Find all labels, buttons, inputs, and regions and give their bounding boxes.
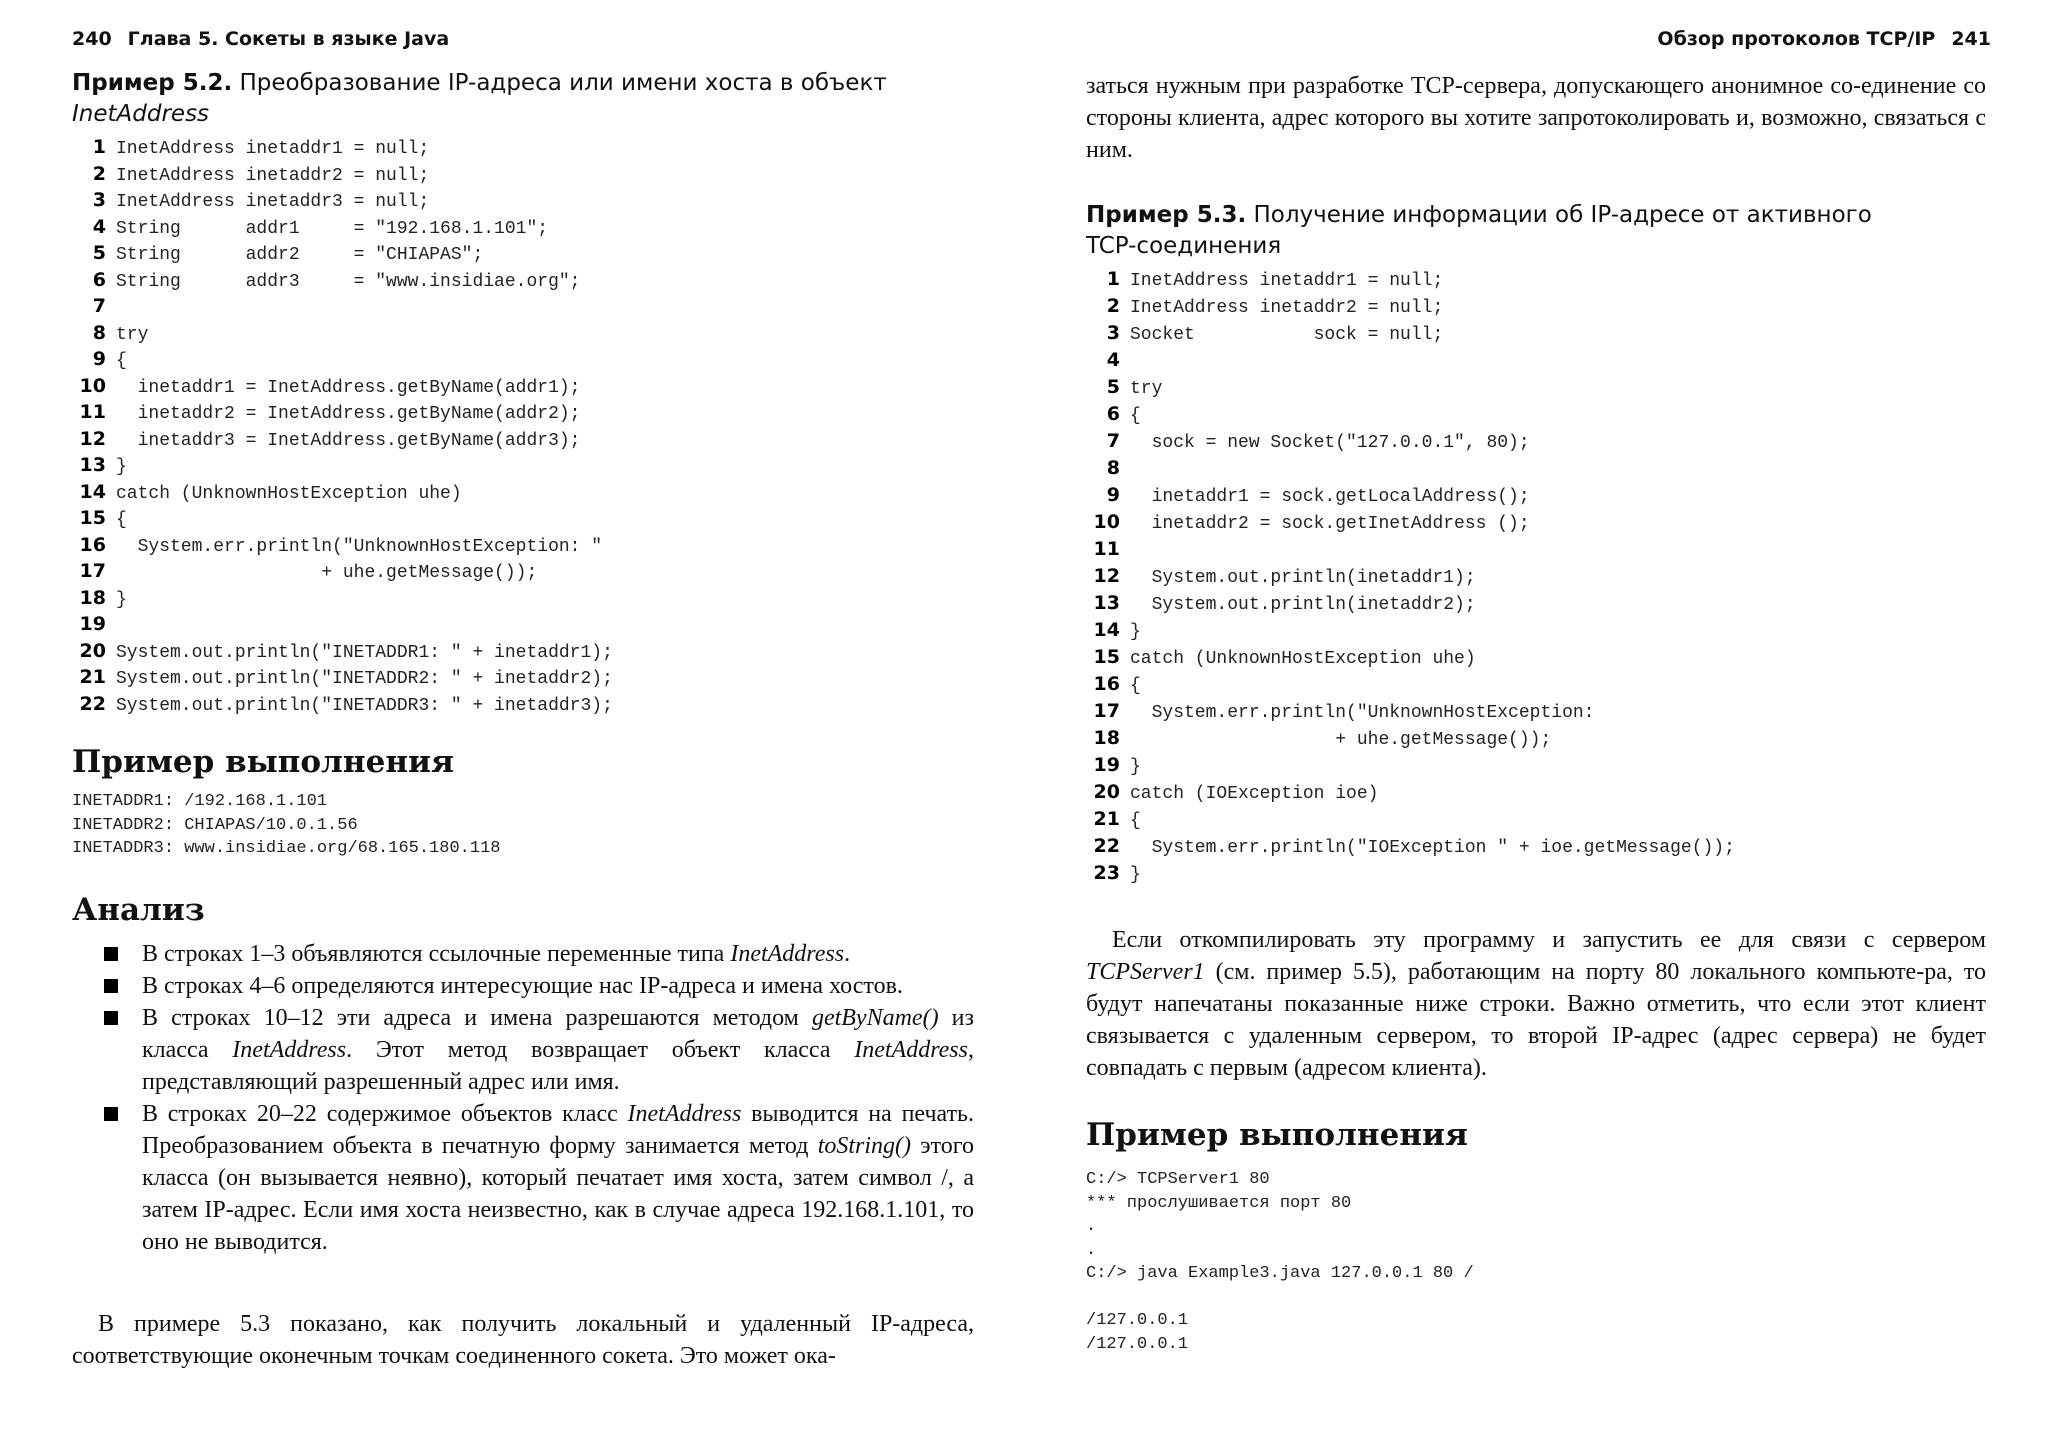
line-number: 17 xyxy=(1093,700,1120,722)
code-text: catch (UnknownHostException uhe) xyxy=(1130,649,1476,669)
code-line xyxy=(72,613,116,636)
code-line xyxy=(1086,808,1141,831)
line-number: 9 xyxy=(92,348,106,370)
code-line xyxy=(1086,565,1476,588)
code-line xyxy=(1086,403,1141,426)
line-number: 3 xyxy=(1106,322,1120,344)
output-line: /127.0.0.1 xyxy=(1086,1334,1189,1354)
line-number: 23 xyxy=(1093,862,1120,884)
section-heading-run: Пример выполнения xyxy=(1086,1117,1468,1153)
line-number: 21 xyxy=(1093,808,1120,830)
code-line xyxy=(1086,295,1443,318)
code-line xyxy=(72,216,548,239)
analysis-list xyxy=(72,938,974,1258)
line-number: 16 xyxy=(79,533,106,556)
example-title-tail: TCP-соединения xyxy=(1086,233,1282,259)
bullet-square-icon xyxy=(104,1107,118,1121)
line-number: 12 xyxy=(1093,565,1120,587)
code-text: sock = new Socket("127.0.0.1", 80); xyxy=(1130,433,1530,453)
code-line xyxy=(72,507,127,530)
code-text: catch (UnknownHostException uhe) xyxy=(116,483,462,504)
bullet-square-icon xyxy=(104,979,118,993)
line-number: 8 xyxy=(1106,457,1120,479)
example-caption xyxy=(1086,200,1966,262)
code-text: System.err.println("UnknownHostException: " xyxy=(116,536,603,557)
code-text: try xyxy=(116,324,149,345)
code-line xyxy=(72,587,127,610)
line-number: 14 xyxy=(79,480,106,503)
left-page xyxy=(72,0,977,1447)
line-number: 17 xyxy=(79,560,106,582)
running-head-right xyxy=(1657,28,1991,50)
code-text: } xyxy=(116,457,127,477)
output-line: C:/> TCPServer1 80 xyxy=(1086,1170,1270,1189)
code-line xyxy=(1086,862,1141,885)
code-text: String addr1 = "192.168.1.101"; xyxy=(116,218,549,239)
page-number: 241 xyxy=(1951,28,1991,50)
output-line: *** прослушивается порт 80 xyxy=(1086,1193,1352,1213)
code-line xyxy=(1086,538,1130,561)
line-number: 12 xyxy=(79,427,106,450)
code-text: InetAddress inetaddr2 = null; xyxy=(1130,298,1444,318)
code-line xyxy=(72,189,429,212)
line-number: 6 xyxy=(1106,403,1120,425)
line-number: 7 xyxy=(1106,430,1120,452)
code-text: inetaddr2 = InetAddress.getByName(addr2); xyxy=(116,404,581,424)
code-line xyxy=(1086,349,1130,372)
line-number: 13 xyxy=(79,454,106,476)
code-text: System.out.println("INETADDR1: " + inetaddr1); xyxy=(116,642,613,663)
example-label: Пример 5.2. xyxy=(72,70,233,96)
code-line xyxy=(1086,592,1476,615)
code-line xyxy=(72,348,127,371)
code-text: + uhe.getMessage()); xyxy=(1130,730,1552,750)
list-item: В строках 4–6 определяются интересующие нас IP-адреса и имена хостов. xyxy=(72,970,974,1002)
run-output xyxy=(1086,1170,1966,1360)
line-number: 1 xyxy=(92,136,106,158)
code-text: { xyxy=(1130,406,1141,426)
line-number: 18 xyxy=(79,586,106,609)
output-line: /127.0.0.1 xyxy=(1086,1311,1189,1330)
code-line xyxy=(72,640,613,663)
code-text: InetAddress inetaddr2 = null; xyxy=(116,165,430,186)
line-number: 22 xyxy=(79,692,106,715)
section-title: Обзор протоколов TCP/IP xyxy=(1657,28,1936,50)
code-text: Socket sock = null; xyxy=(1130,325,1444,345)
line-number: 5 xyxy=(1106,376,1120,398)
code-text: String addr3 = "www.insidiae.org"; xyxy=(116,271,581,292)
line-number: 13 xyxy=(1093,592,1120,614)
code-line xyxy=(1086,619,1141,642)
closing-paragraph: В примере 5.3 показано, как получить локальный и удаленный IP-адреса, соответствующие оконечным точкам соединенного сокета. Это может ока- xyxy=(72,1311,974,1369)
line-number: 10 xyxy=(79,374,106,397)
code-line xyxy=(72,534,602,557)
code-text: System.err.println("UnknownHostException: xyxy=(1130,703,1595,723)
run-output xyxy=(72,792,952,862)
code-text: String addr2 = "CHIAPAS"; xyxy=(116,245,484,265)
code-text: InetAddress inetaddr1 = null; xyxy=(1130,271,1444,291)
page-number: 240 xyxy=(72,28,112,50)
line-number: 2 xyxy=(92,162,106,185)
code-line xyxy=(1086,700,1594,723)
list-item: В строках 10–12 эти адреса и имена разрешаются методом getByName() из класса InetAddress. Этот метод возвращает объект класса InetAddress, представляющий разрешенный адрес или имя. xyxy=(72,1002,974,1098)
list-item: В строках 20–22 содержимое объектов класс InetAddress выводится на печать. Преобразованием объекта в печатную форму занимается метод toString() этого класса (он вызывается неявно), который печатает имя хоста, затем символ /, а затем IP-адрес. Если имя хоста неизвестно, как в случае адреса 192.168.1.101, то оно не выводится. xyxy=(72,1098,974,1258)
code-text: System.out.println(inetaddr2); xyxy=(1130,595,1476,615)
code-line xyxy=(72,401,580,424)
code-text: } xyxy=(1130,757,1141,777)
code-line xyxy=(1086,430,1530,453)
line-number: 5 xyxy=(92,242,106,264)
line-number: 19 xyxy=(79,613,106,635)
line-number: 6 xyxy=(92,268,106,291)
code-listing xyxy=(72,136,952,716)
line-number: 10 xyxy=(1093,511,1120,533)
line-number: 14 xyxy=(1093,619,1120,641)
code-line xyxy=(72,666,613,689)
code-text: try xyxy=(1130,379,1163,399)
output-line: INETADDR2: CHIAPAS/10.0.1.56 xyxy=(72,815,358,835)
code-text: { xyxy=(116,351,127,371)
code-text: System.err.println("IOException " + ioe.getMessage()); xyxy=(1130,838,1735,858)
running-head-left xyxy=(72,28,449,50)
code-text: inetaddr1 = sock.getLocalAddress(); xyxy=(1130,487,1530,507)
section-heading-analysis: Анализ xyxy=(72,892,205,928)
code-line xyxy=(72,560,537,583)
code-line xyxy=(1086,322,1443,345)
line-number: 11 xyxy=(79,401,106,423)
line-number: 9 xyxy=(1106,484,1120,506)
section-heading-run: Пример выполнения xyxy=(72,744,454,780)
line-number: 19 xyxy=(1093,754,1120,776)
code-text: System.out.println("INETADDR2: " + inetaddr2); xyxy=(116,669,613,689)
code-line xyxy=(1086,781,1378,804)
code-line xyxy=(72,163,429,186)
code-line xyxy=(72,136,429,159)
code-text: { xyxy=(116,510,127,530)
code-line xyxy=(72,242,483,265)
example-title-class: InetAddress xyxy=(72,101,210,127)
output-line: . xyxy=(1086,1217,1097,1236)
code-line xyxy=(72,454,127,477)
code-line xyxy=(1086,484,1530,507)
code-text: System.out.println("INETADDR3: " + inetaddr3); xyxy=(116,695,613,716)
line-number: 11 xyxy=(1093,538,1120,560)
code-text: InetAddress inetaddr3 = null; xyxy=(116,192,430,212)
code-line xyxy=(72,481,462,504)
line-number: 1 xyxy=(1106,268,1120,290)
code-text: { xyxy=(1130,676,1141,696)
code-line xyxy=(1086,835,1735,858)
code-line xyxy=(1086,457,1130,480)
example-title: Получение информации об IP-адресе от активного xyxy=(1246,202,1872,228)
output-line: INETADDR1: /192.168.1.101 xyxy=(72,792,328,811)
code-text: } xyxy=(1130,622,1141,642)
output-line: C:/> java Example3.java 127.0.0.1 80 / xyxy=(1086,1264,1474,1283)
code-line xyxy=(72,322,148,345)
code-text: catch (IOException ioe) xyxy=(1130,784,1379,804)
line-number: 7 xyxy=(92,295,106,317)
code-text: { xyxy=(1130,811,1141,831)
code-line xyxy=(72,693,613,716)
code-line xyxy=(1086,754,1141,777)
code-line xyxy=(72,428,580,451)
body-paragraph: Если откомпилировать эту программу и запустить ее для связи с сервером TCPServer1 (см. пример 5.5), работающим на порту 80 локального компьюте-ра, то будут напечатаны показанные ниже строки. Важно отметить, что если этот клиент связывается с удаленным сервером, то второй IP-адрес (адрес сервера) не будет совпадать с первым (адресом клиента). xyxy=(1086,927,1986,1081)
line-number: 21 xyxy=(79,666,106,688)
bullet-square-icon xyxy=(104,947,118,961)
code-line xyxy=(1086,511,1530,534)
output-line: . xyxy=(1086,1240,1097,1260)
line-number: 8 xyxy=(92,321,106,344)
code-line xyxy=(72,269,580,292)
line-number: 4 xyxy=(1106,349,1120,371)
output-line: INETADDR3: www.insidiae.org/68.165.180.118 xyxy=(72,839,501,858)
list-item: В строках 1–3 объявляются ссылочные переменные типа InetAddress. xyxy=(72,938,974,970)
code-line xyxy=(1086,646,1476,669)
code-text: + uhe.getMessage()); xyxy=(116,563,538,583)
code-text: InetAddress inetaddr1 = null; xyxy=(116,139,430,159)
right-page xyxy=(1086,0,1991,1447)
code-text: } xyxy=(116,589,127,610)
code-text: inetaddr2 = sock.getInetAddress (); xyxy=(1130,514,1530,534)
code-listing xyxy=(1086,268,1966,898)
line-number: 2 xyxy=(1106,295,1120,317)
line-number: 20 xyxy=(79,639,106,662)
code-line xyxy=(1086,673,1141,696)
code-line xyxy=(72,295,116,318)
code-line xyxy=(1086,268,1443,291)
line-number: 22 xyxy=(1093,835,1120,857)
line-number: 20 xyxy=(1093,781,1120,803)
continued-paragraph: заться нужным при разработке TCP-сервера, допускающего анонимное со-единение со стороны клиента, адрес которого вы хотите запротоколировать и, возможно, связаться с ним. xyxy=(1086,73,1986,163)
code-text: } xyxy=(1130,865,1141,885)
code-line xyxy=(1086,727,1551,750)
line-number: 4 xyxy=(92,215,106,238)
line-number: 15 xyxy=(1093,646,1120,668)
line-number: 3 xyxy=(92,189,106,211)
code-line xyxy=(1086,376,1162,399)
example-title: Преобразование IP-адреса или имени хоста в объект xyxy=(232,70,887,96)
example-caption xyxy=(72,68,952,130)
line-number: 15 xyxy=(79,507,106,529)
code-text: inetaddr3 = InetAddress.getByName(addr3); xyxy=(116,430,581,451)
chapter-title: Глава 5. Сокеты в языке Java xyxy=(127,28,450,50)
code-text: inetaddr1 = InetAddress.getByName(addr1); xyxy=(116,377,581,398)
code-text: System.out.println(inetaddr1); xyxy=(1130,568,1476,588)
code-line xyxy=(72,375,580,398)
line-number: 16 xyxy=(1093,673,1120,695)
bullet-square-icon xyxy=(104,1011,118,1025)
line-number: 18 xyxy=(1093,727,1120,749)
example-label: Пример 5.3. xyxy=(1086,202,1247,228)
